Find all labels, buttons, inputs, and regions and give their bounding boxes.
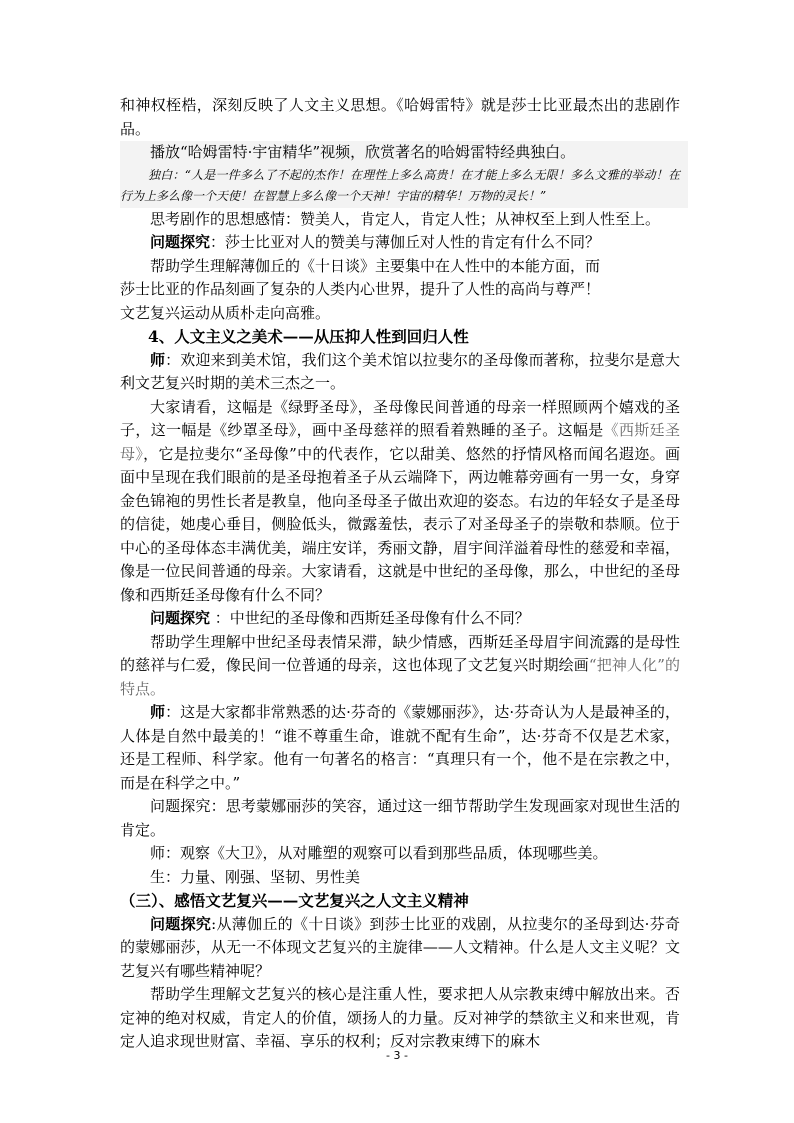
gray-text: “把神人化”的特点。 xyxy=(120,656,680,698)
question xyxy=(120,913,680,984)
teacher-text: ：欢迎来到美术馆，我们这个美术馆以拉斐尔的圣母像而著称，拉斐尔是意大利文艺复兴时期的美术三杰之一。 xyxy=(120,350,680,392)
paragraph xyxy=(120,396,680,608)
text: ，它是拉斐尔“圣母像”中的代表作，它以甜美、悠然的抒情风格而闻名遐迩。画面中呈现在我们眼前的是圣母抱着圣子从云端降下，两边帷幕旁画有一男一女，身穿金色锦袍的男性长者是教皇，他向圣母圣子做出欢迎的姿态。右边的年轻女子是圣母的信徒，她虔心垂目，侧脸低头，微露羞怯，表示了对圣母圣子的崇敬和恭顺。位于中心的圣母体态丰满优美，端庄安详，秀丽文静，眉宇间洋溢着母性的慈爱和幸福，像是一位民间普通的母亲。大家请看，这就是中世纪的圣母像，那么，中世纪的圣母像和西斯廷圣母像有什么不同？ xyxy=(120,444,680,604)
page-number: - 3 - xyxy=(386,1049,408,1062)
student-line: 生：力量、刚强、坚韧、男性美 xyxy=(150,867,361,886)
text: 帮助学生理解中世纪圣母表情呆滞，缺少情感，西斯廷圣母眉宇间流露的是母性的慈祥与仁爱，像民间一位普通的母亲，这也体现了文艺复兴时期绘画 xyxy=(120,632,680,674)
question-label: 问题探究 xyxy=(150,914,212,933)
paragraph xyxy=(120,631,680,702)
question xyxy=(120,231,680,255)
paragraph: 帮助学生理解文艺复兴的核心是注重人性，要求把人从宗教束缚中解放出来。否定神的绝对权威，肯定人的价值，颂扬人的力量。反对神学的禁欲主义和来世观，肯定人追求现世财富、幸福、享乐的权利；反对宗教束缚下的麻木 xyxy=(120,985,680,1050)
quote-block xyxy=(120,141,688,208)
question-text: ：莎士比亚对人的赞美与薄伽丘对人性的肯定有什么不同？ xyxy=(210,233,601,251)
question xyxy=(120,607,680,631)
question-text: ：中世纪的圣母像和西斯廷圣母像有什么不同？ xyxy=(210,609,530,627)
question: 问题探究：思考蒙娜丽莎的笑容，通过这一细节帮助学生发现画家对现世生活的肯定。 xyxy=(120,797,680,839)
gray-text: 《西斯廷圣母》 xyxy=(120,421,680,463)
paragraph: 莎士比亚的作品刻画了复杂的人类内心世界，提升了人性的高尚与尊严！ xyxy=(120,280,601,298)
section-heading: （三）、感悟文艺复兴——文艺复兴之人文主义精神 xyxy=(120,891,469,910)
paragraph: 思考剧作的思想感情：赞美人，肯定人，肯定人性；从神权至上到人性至上。 xyxy=(150,209,661,228)
teacher-line xyxy=(120,349,680,396)
question-label: 问题探究 xyxy=(150,233,211,251)
document-body xyxy=(120,94,680,1054)
teacher-line xyxy=(120,701,680,795)
paragraph: 文艺复兴运动从质朴走向高雅。 xyxy=(120,303,331,322)
paragraph: 播放“哈姆雷特·宇宙精华”视频，欣赏著名的哈姆雷特经典独白。 xyxy=(150,143,576,161)
teacher-line: 师：观察《大卫》，从对雕塑的观察可以看到那些品质，体现哪些美。 xyxy=(150,844,608,862)
text: 大家请看，这幅是《绿野圣母》，圣母像民间普通的母亲一样照顾两个嬉戏的圣子，这一幅是《纱罩圣母》，画中圣母慈祥的照看着熟睡的圣子。这幅是 xyxy=(120,397,680,439)
question-text: :从薄伽丘的《十日谈》到莎士比亚的戏剧，从拉斐尔的圣母到达·芬奇的蒙娜丽莎，从无一不体现文艺复兴的主旋律——人文精神。什么是人文主义呢？文艺复兴有哪些精神呢？ xyxy=(120,914,680,980)
question-label: 问题探究 xyxy=(150,609,211,627)
teacher-text: ：这是大家都非常熟悉的达·芬奇的《蒙娜丽莎》，达·芬奇认为人是最神圣的，人体是自然中最美的！“谁不尊重生命，谁就不配有生命”，达·芬奇不仅是艺术家，还是工程师、科学家。他有一句著名的格言：“真理只有一个，他不是在宗教之中，而是在科学之中。” xyxy=(120,703,680,792)
paragraph: 和神权桎梏，深刻反映了人文主义思想。《哈姆雷特》就是莎士比亚最杰出的悲剧作品。 xyxy=(120,96,680,138)
speaker-label: 师 xyxy=(150,703,166,721)
paragraph: 帮助学生理解薄伽丘的《十日谈》主要集中在人性中的本能方面，而 xyxy=(150,256,601,275)
section-heading: 4、人文主义之美术——从压抑人性到回归人性 xyxy=(148,327,469,346)
hamlet-monologue: 独白：“人是一件多么了不起的杰作！在理性上多么高贵！在才能上多么无限！多么文雅的举动！在行为上多么像一个天使！在智慧上多么像一个天神！宇宙的精华！万物的灵长！” xyxy=(120,167,680,203)
speaker-label: 师 xyxy=(150,350,166,369)
